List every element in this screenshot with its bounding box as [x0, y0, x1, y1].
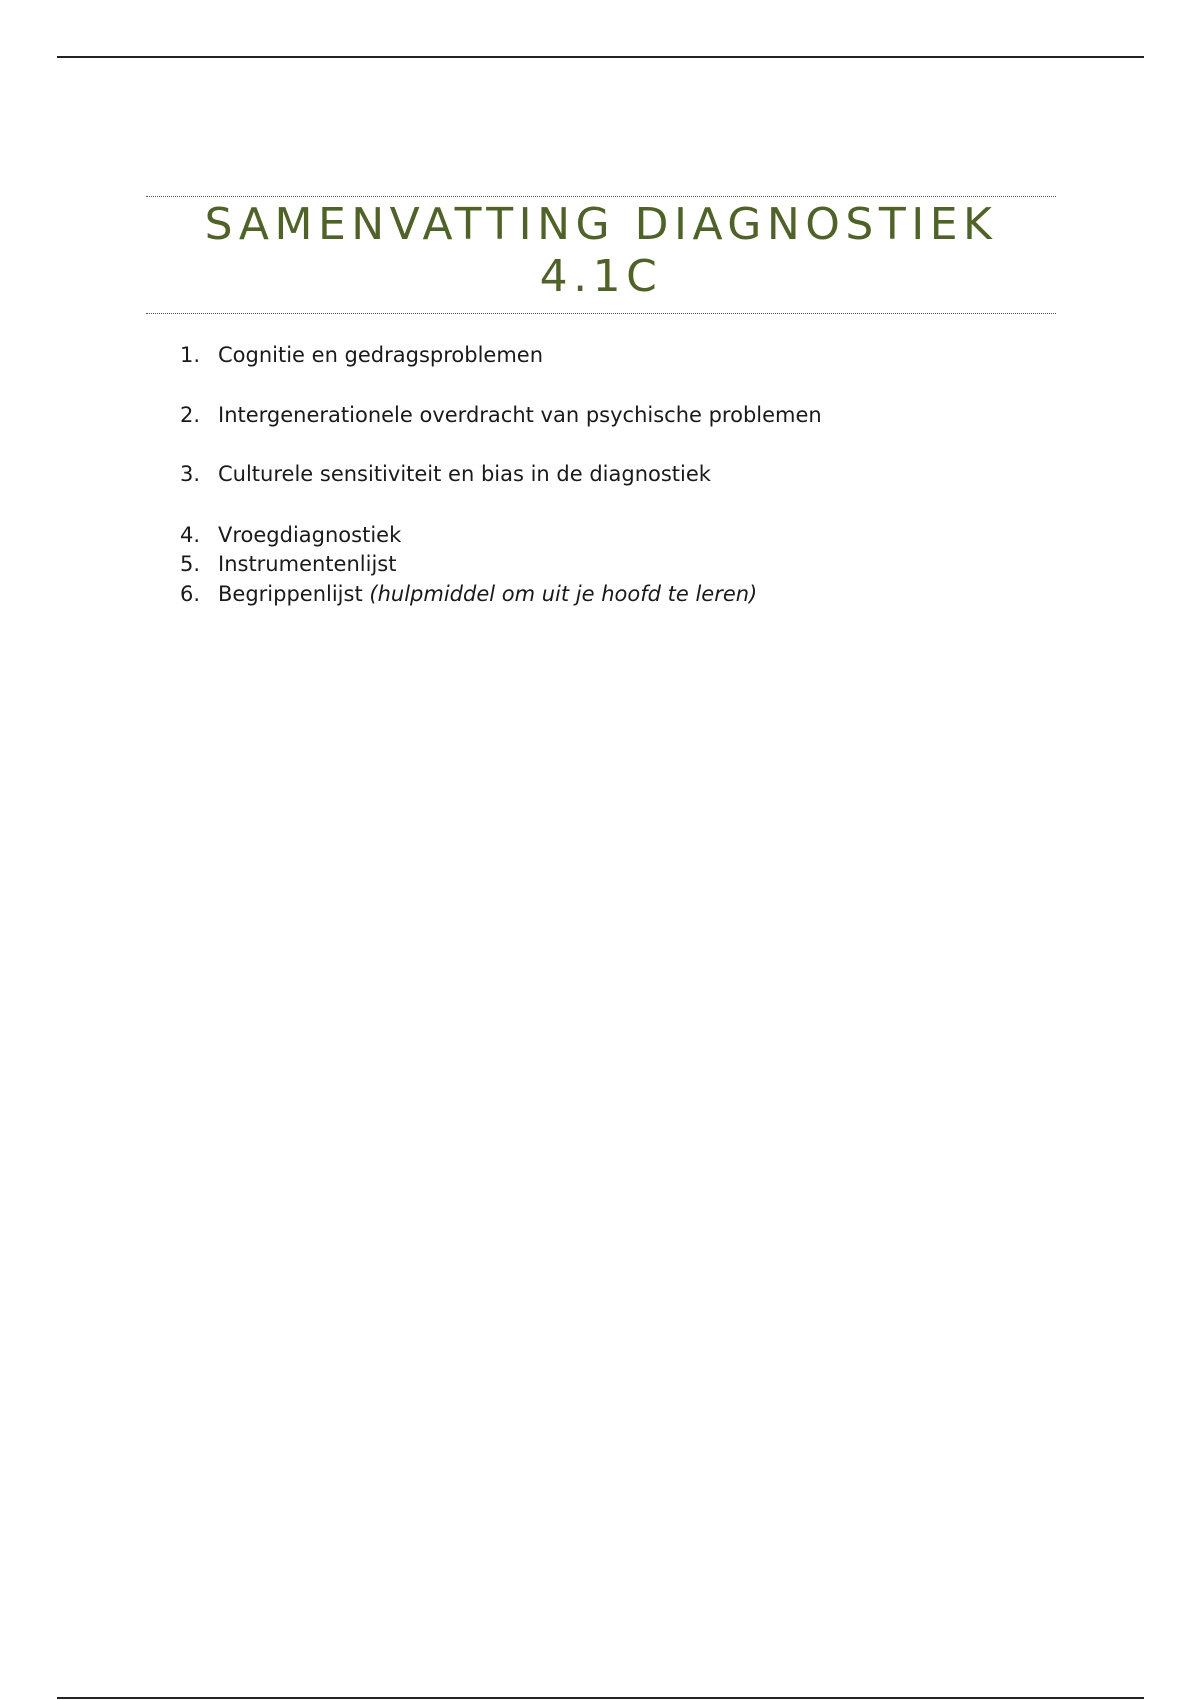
- toc-item-label: Cognitie en gedragsproblemen: [218, 343, 544, 367]
- title-line-2: 4.1C: [539, 251, 663, 302]
- document-title: [146, 197, 1056, 303]
- toc-item-label: Vroegdiagnostiek: [218, 523, 402, 547]
- toc-item: [180, 520, 401, 550]
- title-bottom-border: [146, 313, 1056, 314]
- toc-item: [180, 340, 543, 370]
- title-line-1: SAMENVATTING DIAGNOSTIEK: [204, 199, 998, 250]
- header-rule: [57, 56, 1144, 58]
- toc-item-number: 3.: [180, 462, 201, 486]
- toc-item: [180, 549, 396, 579]
- toc-item-number: 5.: [180, 552, 201, 576]
- toc-item: [180, 579, 757, 609]
- toc-item-number: 2.: [180, 403, 201, 427]
- toc-item: [180, 400, 822, 430]
- toc-item-label: Intergenerationele overdracht van psychische problemen: [218, 403, 822, 427]
- toc-item-label: Instrumentenlijst: [218, 552, 397, 576]
- toc-item: [180, 459, 711, 489]
- toc-item-number: 1.: [180, 343, 201, 367]
- toc-item-number: 4.: [180, 523, 201, 547]
- title-block: [146, 196, 1056, 314]
- toc-item-note: (hulpmiddel om uit je hoofd te leren): [369, 582, 758, 606]
- toc-item-label: Culturele sensitiviteit en bias in de diagnostiek: [218, 462, 711, 486]
- toc-item-label: Begrippenlijst: [218, 582, 363, 606]
- toc-item-number: 6.: [180, 582, 201, 606]
- footer-rule: [57, 1697, 1144, 1699]
